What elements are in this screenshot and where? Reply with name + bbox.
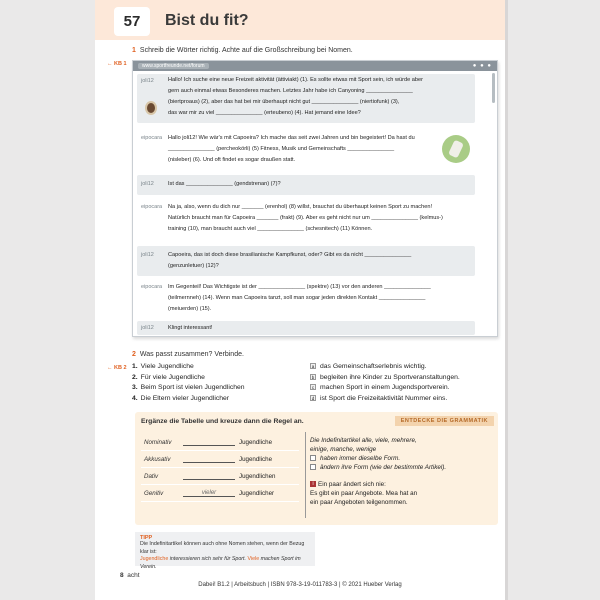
kb-reference-1: ← KB 1 (107, 61, 127, 67)
grammar-table (141, 434, 299, 502)
match-left-item: 4. Die Eltern vieler Jugendlicher (132, 394, 230, 402)
post-username: joli12 (141, 252, 154, 258)
match-right-item[interactable]: b begleiten ihre Kinder zu Sportveranstaltungen. (311, 373, 460, 381)
post-line: Natürlich braucht man für Capoeira _______ (frakt) (9). Aber es geht nicht nur um _______________ (kelmus-) (168, 215, 443, 221)
tip-box (135, 532, 315, 570)
grammar-badge: ENTDECKE DIE GRAMMATIK (395, 416, 494, 426)
forum-post (137, 246, 475, 276)
tip-heading: TIPP (140, 535, 153, 541)
match-left-item: 1. Viele Jugendliche (132, 363, 194, 370)
post-line: Hallo joli12! Wie wär's mit Capoeira? Ich mache das seit zwei Jahren und bin begeistert! Da hast du (168, 135, 415, 141)
match-left-item: 2. Für viele Jugendliche (132, 373, 205, 381)
page-edge (505, 0, 508, 600)
post-line: _______________ (percheokörli) (5) Fitness, Musik und Gemeinschafts _______________ (168, 146, 395, 152)
chapter-title: Bist du fit? (165, 12, 249, 29)
rule-option[interactable]: ändern ihre Form (wie der bestimmte Artikel). (310, 463, 446, 472)
info-note: i Ein paar ändert sich nie: Es gibt ein paar Angebote. Mea hat an ein paar Angeboten teilgenommen. (310, 481, 418, 506)
rule-text: Die Indefinitartikel alle, viele, mehrere, einige, manche, wenige haben immer dieselbe Form. ändern ihre Form (wie der bestimmte Artikel). (310, 437, 447, 471)
post-line: (nisleber) (6). Und oft findet es sogar draußen statt. (168, 157, 296, 163)
chapter-header (95, 0, 505, 40)
tip-example: Jugendliche interessieren sich sehr für Sport. Viele machen Sport im Verein. (140, 556, 301, 570)
fill-blank[interactable] (183, 456, 235, 463)
fill-blank[interactable]: vieler (183, 490, 235, 497)
chapter-number: 57 (114, 7, 150, 36)
post-line: gern auch einmal etwas Besonderes machen. Letztes Jahr habe ich Canyoning _______________ (168, 88, 413, 94)
post-line: (biertproaus) (2), aber das hat bei mir überhaupt nicht gut _______________ (niertiofunk) (3), (168, 99, 400, 105)
post-line: das war mir zu viel _______________ (erteubeno) (4). Hat jemand eine Idee? (168, 110, 361, 116)
match-right-list (310, 362, 460, 404)
exercise-1-instruction (132, 47, 353, 54)
page-footer: Dabei! B1.2 | Arbeitsbuch | ISBN 978-3-19-011783-3 | © 2021 Hueber Verlag (198, 582, 402, 588)
post-line: (meiuerden) (15). (168, 306, 212, 312)
grammar-heading: Ergänze die Tabelle und kreuze dann die Regel an. (141, 418, 304, 425)
forum-post (137, 321, 475, 335)
tip-text: Die Indefinitartikel können auch ohne Nomen stehen, wenn der Bezug klar ist: (140, 541, 305, 555)
forum-titlebar (133, 61, 497, 71)
forum-post (137, 175, 475, 195)
table-row: Nominativ Jugendliche (141, 434, 299, 451)
rule-option[interactable]: haben immer dieselbe Form. (310, 454, 446, 463)
match-left-item: 3. Beim Sport ist vielen Jugendlichen (132, 384, 245, 391)
post-line: Klingt interessant! (168, 325, 213, 331)
forum-post (137, 127, 475, 171)
match-left-list (132, 362, 245, 404)
post-username: eipocara (141, 135, 163, 141)
forum-post (137, 74, 475, 123)
post-username: joli12 (141, 325, 154, 331)
info-icon: i (310, 481, 316, 487)
exercise-2-instruction (132, 351, 244, 358)
forum-url: www.sportfreunde.net/forum (138, 63, 209, 69)
avatar-eipocara (442, 135, 470, 163)
kb-reference-2: ← KB 2 (107, 365, 127, 371)
exercise-1-number: 1 (132, 47, 136, 54)
post-line: Im Gegenteil! Das Wichtigste ist der _______________ (spektre) (13) vor den anderen _______________ (168, 284, 431, 290)
scrollbar[interactable] (492, 73, 495, 103)
match-right-item[interactable]: c machen Sport in einem Jugendsportverein. (311, 384, 450, 391)
forum-window (132, 60, 498, 337)
table-row: Dativ Jugendlichen (141, 468, 299, 485)
post-username: eipocara (141, 204, 163, 210)
checkbox[interactable] (310, 455, 316, 461)
table-row: Genitiv vieler Jugendlicher (141, 485, 299, 502)
match-right-item[interactable]: a das Gemeinschaftserlebnis wichtig. (311, 363, 427, 370)
post-username: joli12 (141, 78, 154, 84)
fill-blank[interactable] (183, 439, 235, 446)
post-username: joli12 (141, 181, 154, 187)
divider (305, 432, 306, 518)
page-number: 8 acht (120, 572, 140, 579)
grammar-box (135, 412, 498, 525)
checkbox[interactable] (310, 464, 316, 470)
forum-post (137, 198, 475, 242)
table-row: Akkusativ Jugendliche (141, 451, 299, 468)
avatar-joli12 (145, 101, 157, 115)
workbook-page (95, 0, 505, 600)
post-line: Na ja, also, wenn du dich nur _______ (erenhol) (8) willst, brauchst du überhaupt keinen Sport zu machen! (168, 204, 432, 210)
post-line: Capoeira, das ist doch diese brasilianische Kampfkunst, oder? Gibt es da nicht _______________ (168, 252, 412, 258)
forum-post (137, 279, 475, 319)
match-right-item[interactable]: d ist Sport die Freizeitaktivität Nummer eins. (311, 394, 448, 402)
post-line: Hallo! Ich suche eine neue Freizeit aktivität (ättiviakt) (1). Es sollte etwas mit Sport sein, ich würde aber (168, 77, 423, 83)
exercise-2-text: Was passt zusammen? Verbinde. (139, 351, 244, 358)
exercise-1-text: Schreib die Wörter richtig. Achte auf die Großschreibung bei Nomen. (139, 47, 353, 54)
post-line: (genzunletuer) (12)? (168, 263, 219, 269)
exercise-2-number: 2 (132, 351, 136, 358)
post-line: Ist das _______________ (gendstrenan) (7)? (168, 181, 281, 187)
post-username: eipocara (141, 284, 163, 290)
window-dots-icon: ● ● ● (472, 63, 492, 69)
post-line: training (10), man braucht auch viel _______________ (schesnitech) (11) Können. (168, 226, 373, 232)
post-line: (teilmernneh) (14). Wenn man Capoeira tanzt, soll man sogar jeden direkten Kontakt _______________ (168, 295, 426, 301)
fill-blank[interactable] (183, 473, 235, 480)
